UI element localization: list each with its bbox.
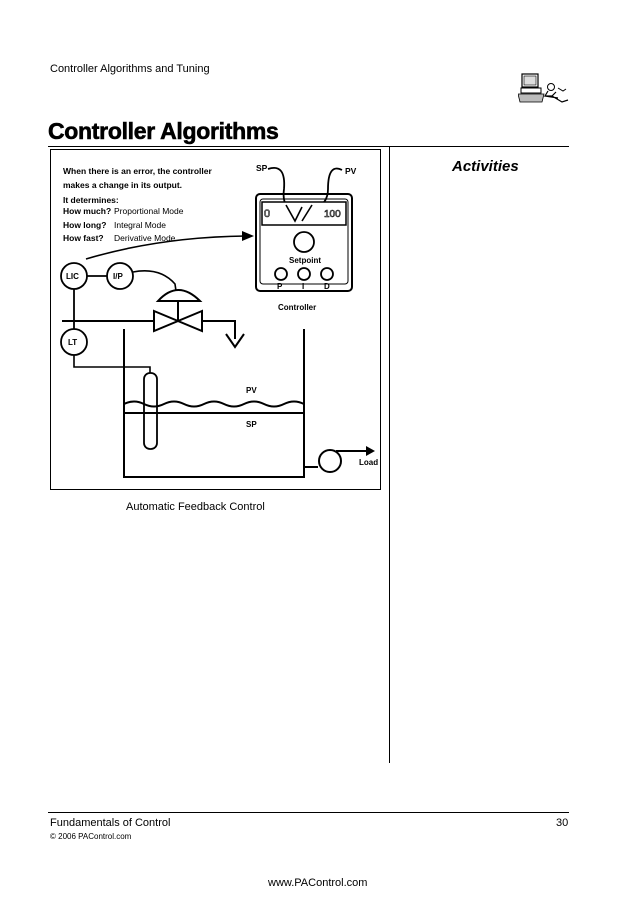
load-label: Load <box>359 458 379 467</box>
computer-user-logo-icon <box>518 72 573 110</box>
pump-discharge-arrow <box>366 446 375 456</box>
connector-arrowhead <box>242 231 254 241</box>
lt-label: LT <box>68 338 78 347</box>
i-knob <box>298 268 310 280</box>
gauge-max-label: 100 <box>324 209 341 220</box>
activities-heading: Activities <box>452 158 519 175</box>
copyright-notice: © 2006 PAControl.com <box>50 832 132 841</box>
valve-body-right <box>178 311 202 331</box>
website-link[interactable]: www.PAControl.com <box>268 877 368 889</box>
pv-top-label: PV <box>345 166 357 176</box>
figure-caption: Automatic Feedback Control <box>126 501 265 513</box>
setpoint-label: Setpoint <box>289 256 321 265</box>
ip-signal-line <box>133 271 176 291</box>
level-sensor-tube <box>144 373 157 449</box>
row-how-long-a: Integral Mode <box>114 220 166 230</box>
ip-label: I/P <box>113 272 123 281</box>
p-knob <box>275 268 287 280</box>
p-label: P <box>277 282 283 291</box>
row-how-fast-a: Derivative Mode <box>114 233 176 243</box>
d-label: D <box>324 282 330 291</box>
page-number: 30 <box>556 817 569 829</box>
feedback-control-diagram <box>50 149 381 490</box>
determines-label: It determines: <box>63 195 119 205</box>
row-how-much-q: How much? <box>63 206 112 216</box>
row-how-much-a: Proportional Mode <box>114 206 184 216</box>
intro-line-2: makes a change in its output. <box>63 180 183 190</box>
row-how-long-q: How long? <box>63 220 107 230</box>
page-title: Controller Algorithms <box>48 118 279 144</box>
d-knob <box>321 268 333 280</box>
footer-course: Fundamentals of Control <box>50 817 171 829</box>
gauge-min-label: 0 <box>264 208 271 220</box>
i-label: I <box>302 282 305 291</box>
sp-level-label: SP <box>246 420 257 429</box>
title-rule <box>48 146 569 147</box>
running-header: Controller Algorithms and Tuning <box>50 63 210 75</box>
column-divider <box>389 147 390 763</box>
controller-label: Controller <box>278 303 317 312</box>
lic-label: LIC <box>66 272 79 281</box>
lt-sensor-line <box>74 355 150 374</box>
outlet-pipe <box>202 321 235 339</box>
row-how-fast-q: How fast? <box>63 233 104 243</box>
footer-rule <box>48 812 569 813</box>
valve-body-left <box>154 311 178 331</box>
intro-line-1: When there is an error, the controller <box>63 166 212 176</box>
sp-top-label: SP <box>256 163 268 173</box>
pump-icon <box>319 450 341 472</box>
pv-level-label: PV <box>246 386 257 395</box>
setpoint-knob <box>294 232 314 252</box>
valve-actuator <box>158 290 200 301</box>
